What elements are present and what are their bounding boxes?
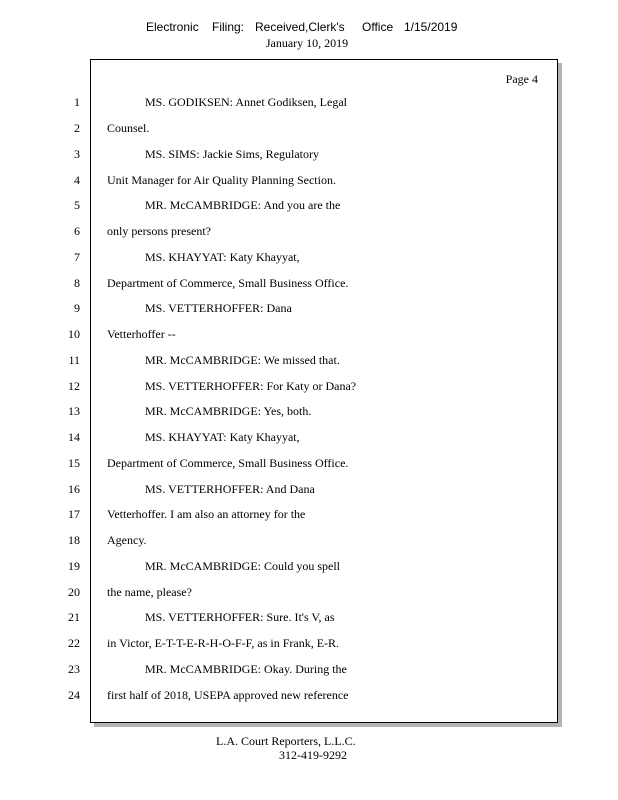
transcript-line: MS. VETTERHOFFER: Sure. It's V, as	[145, 610, 335, 624]
line-number: 23	[68, 662, 80, 676]
filing-stamp-part: 1/15/2019	[404, 20, 458, 34]
transcript-line: Department of Commerce, Small Business Office.	[107, 276, 349, 290]
transcript-line: MS. KHAYYAT: Katy Khayyat,	[145, 250, 300, 264]
line-number: 10	[68, 327, 80, 341]
transcript-line: Department of Commerce, Small Business Office.	[107, 456, 349, 470]
line-number: 5	[74, 198, 80, 212]
filing-stamp-part: Filing:	[212, 20, 245, 34]
electronic-filing-stamp	[0, 20, 618, 36]
line-number: 11	[68, 353, 80, 367]
court-reporter-name: L.A. Court Reporters, L.L.C.	[216, 734, 356, 748]
transcript-line: MR. McCAMBRIDGE: We missed that.	[145, 353, 340, 367]
transcript-line: Unit Manager for Air Quality Planning Section.	[107, 173, 336, 187]
transcript-line: MS. KHAYYAT: Katy Khayyat,	[145, 430, 300, 444]
transcript-line: Vetterhoffer --	[107, 327, 176, 341]
transcript-line: Vetterhoffer. I am also an attorney for the	[107, 507, 306, 521]
transcript-line: Agency.	[107, 533, 147, 547]
line-number: 22	[68, 636, 80, 650]
transcript-line: MR. McCAMBRIDGE: Yes, both.	[145, 404, 312, 418]
transcript-line: first half of 2018, USEPA approved new reference	[107, 688, 349, 702]
line-number: 19	[68, 559, 80, 573]
page-number-label: Page 4	[505, 72, 538, 86]
transcript-line: the name, please?	[107, 585, 192, 599]
transcript-line: MR. McCAMBRIDGE: Okay. During the	[145, 662, 347, 676]
line-number: 15	[68, 456, 80, 470]
transcript-line: Counsel.	[107, 121, 150, 135]
line-number: 6	[74, 224, 80, 238]
line-number: 2	[74, 121, 80, 135]
line-number: 16	[68, 482, 80, 496]
line-number: 4	[74, 173, 80, 187]
line-number: 8	[74, 276, 80, 290]
transcript-line: MS. VETTERHOFFER: For Katy or Dana?	[145, 379, 357, 393]
line-number: 13	[68, 404, 80, 418]
transcript-line: MS. SIMS: Jackie Sims, Regulatory	[145, 147, 320, 161]
court-reporter-phone: 312-419-9292	[279, 748, 347, 762]
line-number: 18	[68, 533, 80, 547]
filing-stamp-part: Received,Clerk's	[255, 20, 345, 34]
filing-stamp-part: Electronic	[146, 20, 199, 34]
line-number: 17	[68, 507, 80, 521]
filing-stamp-part: Office	[362, 20, 394, 34]
transcript-line: MS. VETTERHOFFER: Dana	[145, 301, 292, 315]
transcript-line: only persons present?	[107, 224, 211, 238]
line-number: 24	[68, 688, 80, 702]
transcript-line: in Victor, E-T-T-E-R-H-O-F-F, as in Frank, E-R.	[107, 636, 340, 650]
line-number: 21	[68, 610, 80, 624]
line-number: 20	[68, 585, 80, 599]
transcript-date: January 10, 2019	[265, 36, 349, 50]
transcript-line: MR. McCAMBRIDGE: Could you spell	[145, 559, 341, 573]
transcript-line: MR. McCAMBRIDGE: And you are the	[145, 198, 341, 212]
line-number: 1	[74, 95, 80, 109]
line-number: 9	[74, 301, 80, 315]
transcript-line: MS. GODIKSEN: Annet Godiksen, Legal	[145, 95, 347, 109]
line-number: 12	[68, 379, 80, 393]
line-number: 3	[74, 147, 80, 161]
transcript-line: MS. VETTERHOFFER: And Dana	[145, 482, 315, 496]
line-number: 7	[74, 250, 80, 264]
line-number: 14	[68, 430, 80, 444]
